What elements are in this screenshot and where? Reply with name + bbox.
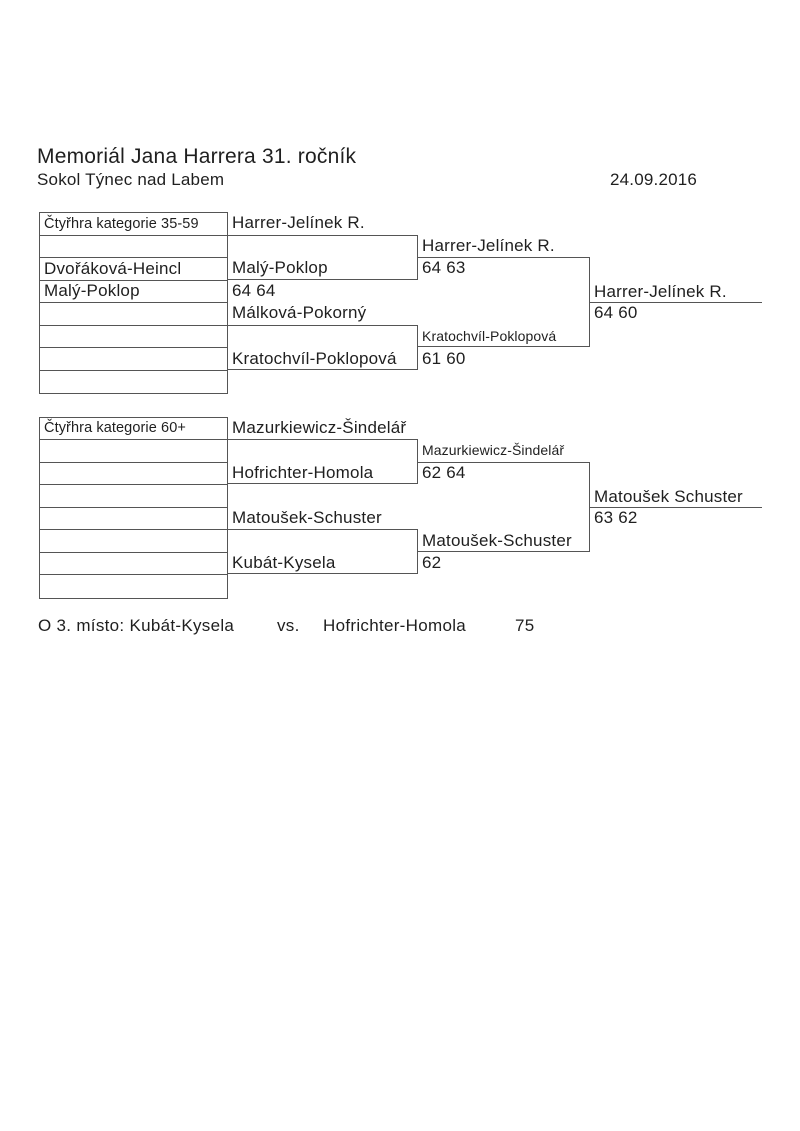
- entry-row: [40, 485, 227, 508]
- third-place-score: 75: [515, 616, 535, 635]
- team-name: Mazurkiewicz-Šindelář: [232, 417, 407, 437]
- team-name: Kubát-Kysela: [232, 553, 336, 573]
- match-score: 63 62: [594, 507, 638, 527]
- entry-row: [40, 463, 227, 486]
- tournament-date: 24.09.2016: [610, 170, 698, 189]
- winner-name: Matoušek Schuster: [594, 486, 743, 506]
- team-name: Harrer-Jelínek R.: [422, 235, 555, 255]
- team-name: Malý-Poklop: [232, 258, 328, 278]
- entry-row: [40, 440, 227, 463]
- match-score: 64 64: [232, 280, 276, 300]
- entry-row-label: Malý-Poklop: [44, 281, 140, 301]
- match-score: 62: [422, 553, 442, 573]
- team-name: Mazurkiewicz-Šindelář: [422, 442, 565, 459]
- entry-row-label: Dvořáková-Heincl: [44, 258, 182, 278]
- entry-row: [40, 303, 227, 326]
- match-score: 62 64: [422, 462, 466, 482]
- entry-row: [40, 575, 227, 598]
- entry-row: [40, 236, 227, 259]
- team-name: Kratochvíl-Poklopová: [232, 348, 397, 368]
- match-score: 64 63: [422, 258, 466, 278]
- entry-row: [40, 508, 227, 531]
- third-place-label: O 3. místo: Kubát-Kysela: [38, 616, 235, 635]
- team-name: Matoušek-Schuster: [232, 507, 382, 527]
- entry-row: [40, 418, 227, 441]
- entry-row: [40, 213, 227, 236]
- entry-row: [40, 530, 227, 553]
- team-name: Kratochvíl-Poklopová: [422, 328, 557, 345]
- team-name: Harrer-Jelínek R.: [232, 213, 365, 233]
- team-name: Hofrichter-Homola: [232, 462, 374, 482]
- entry-row: [40, 553, 227, 576]
- versus-label: vs.: [277, 616, 300, 635]
- tournament-venue: Sokol Týnec nad Labem: [37, 170, 225, 189]
- third-place-opponent: Hofrichter-Homola: [323, 616, 467, 635]
- entry-table: [39, 417, 228, 599]
- category-header: Čtyřhra kategorie 35-59: [44, 215, 199, 232]
- tournament-title: Memoriál Jana Harrera 31. ročník: [37, 145, 357, 168]
- entry-row: [40, 326, 227, 349]
- category-header: Čtyřhra kategorie 60+: [44, 420, 186, 437]
- winner-name: Harrer-Jelínek R.: [594, 282, 727, 302]
- entry-row: [40, 258, 227, 281]
- entry-row: [40, 348, 227, 371]
- team-name: Málková-Pokorný: [232, 303, 367, 323]
- match-score: 64 60: [594, 303, 638, 323]
- entry-row: [40, 281, 227, 304]
- match-score: 61 60: [422, 348, 466, 368]
- team-name: Matoušek-Schuster: [422, 530, 572, 550]
- entry-row: [40, 371, 227, 394]
- entry-table: [39, 212, 228, 394]
